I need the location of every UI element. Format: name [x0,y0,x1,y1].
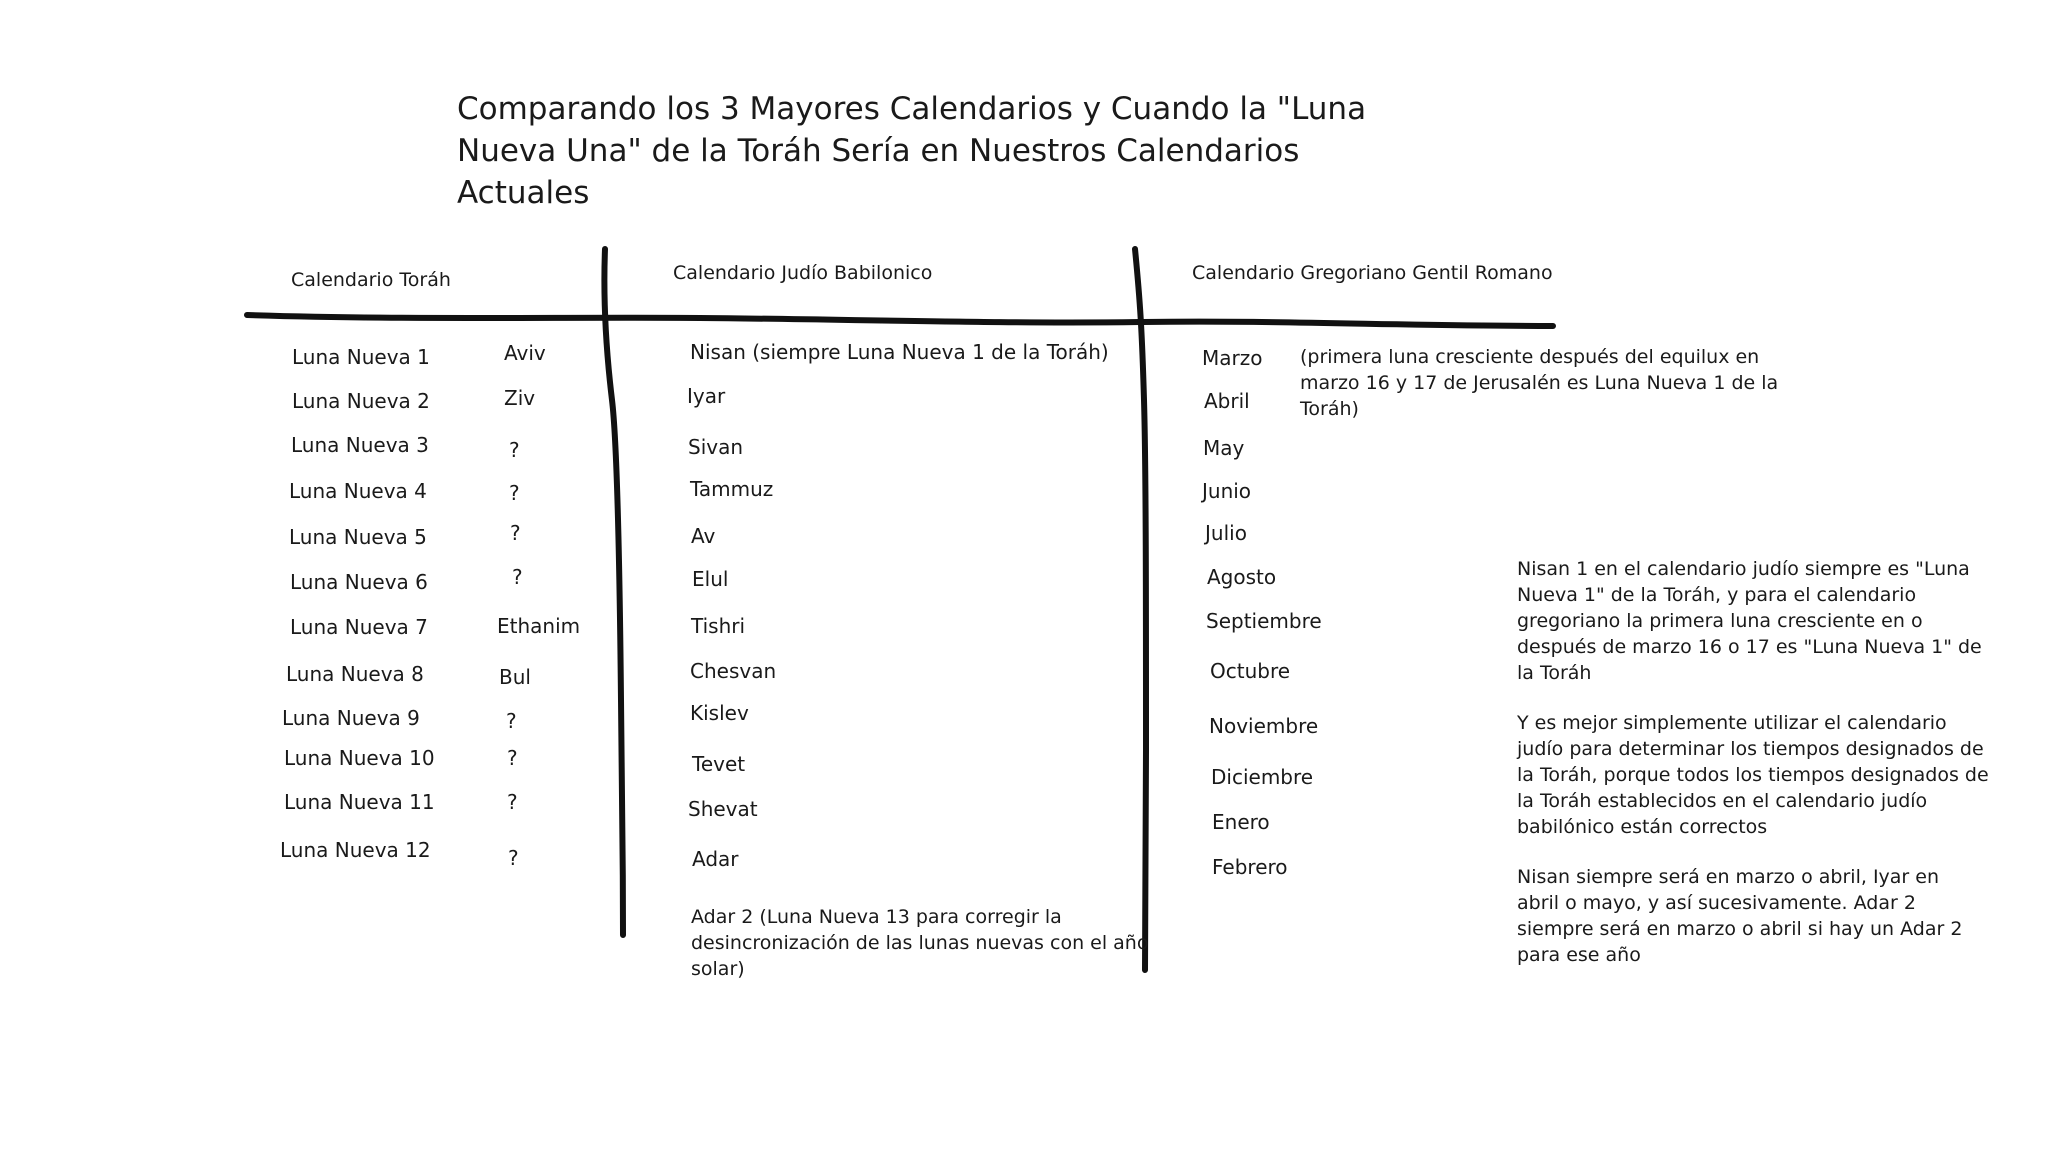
gregoriano-mes-9: Noviembre [1209,714,1319,738]
judio-mes-10: Tevet [692,752,746,776]
judio-mes-6: Elul [692,567,729,591]
header-torah: Calendario Toráh [291,269,451,291]
torah-luna-2: Luna Nueva 2 [292,389,430,413]
nota-1: Nisan 1 en el calendario judío siempre es "Luna Nueva 1" de la Toráh, y para el calendario gregoriano la primera luna cresciente en o después de marzo 16 o 17 es "Luna Nueva 1" de la Toráh [1517,558,1982,684]
gregoriano-mes-11: Enero [1212,810,1270,834]
torah-luna-9: Luna Nueva 9 [282,706,420,730]
torah-nombre-12: ? [508,846,519,870]
gregoriano-mes-8: Octubre [1210,659,1291,683]
torah-nombre-2: Ziv [504,386,536,410]
torah-nombre-8: Bul [499,665,531,689]
header-judio: Calendario Judío Babilonico [673,262,933,284]
gregoriano-nota: (primera luna cresciente después del equilux en marzo 16 y 17 de Jerusalén es Luna Nueva 1 de la Toráh) [1300,346,1779,420]
gregoriano-mes-12: Febrero [1212,855,1288,879]
nota-3: Nisan siempre será en marzo o abril, Iyar en abril o mayo, y así sucesivamente. Adar 2 siempre será en marzo o abril si hay un Adar 2 para ese año [1517,866,1963,966]
judio-mes-12: Adar [692,847,739,871]
judio-mes-2: Iyar [687,384,726,408]
diagram-title: Comparando los 3 Mayores Calendarios y Cuando la "Luna Nueva Una" de la Toráh Sería en Nuestros Calendarios Actuales [457,91,1367,211]
torah-luna-6: Luna Nueva 6 [290,570,428,594]
judio-mes-7: Tishri [691,614,746,638]
judio-mes-5: Av [691,524,716,548]
judio-mes-8: Chesvan [690,659,777,683]
judio-mes-4: Tammuz [690,477,774,501]
judio-mes-1: Nisan (siempre Luna Nueva 1 de la Toráh) [690,340,1109,364]
judio-mes-3: Sivan [688,435,744,459]
gregoriano-mes-5: Julio [1205,521,1247,545]
judio-mes-11: Shevat [688,797,758,821]
gregoriano-mes-6: Agosto [1207,565,1277,589]
header-gregoriano: Calendario Gregoriano Gentil Romano [1192,262,1553,284]
torah-nombre-9: ? [506,709,517,733]
gregoriano-mes-10: Diciembre [1211,765,1314,789]
gregoriano-mes-3: May [1203,436,1245,460]
torah-luna-11: Luna Nueva 11 [284,790,435,814]
torah-luna-8: Luna Nueva 8 [286,662,424,686]
gregoriano-mes-2: Abril [1204,389,1250,413]
torah-luna-4: Luna Nueva 4 [289,479,427,503]
torah-nombre-11: ? [507,790,518,814]
torah-luna-10: Luna Nueva 10 [284,746,435,770]
torah-nombre-3: ? [509,438,520,462]
torah-luna-1: Luna Nueva 1 [292,345,430,369]
torah-nombre-7: Ethanim [497,614,581,638]
column-divider-left [604,249,623,935]
torah-nombre-5: ? [510,521,521,545]
torah-nombre-10: ? [507,746,518,770]
torah-nombre-1: Aviv [504,341,546,365]
torah-nombre-4: ? [509,481,520,505]
judio-mes-9: Kislev [690,701,749,725]
judio-adar-2: Adar 2 (Luna Nueva 13 para corregir la desincronización de las lunas nuevas con el año solar) [691,906,1149,980]
torah-luna-7: Luna Nueva 7 [290,615,428,639]
torah-luna-12: Luna Nueva 12 [280,838,431,862]
header-divider-line [247,315,1553,326]
torah-nombre-6: ? [512,565,523,589]
gregoriano-mes-1: Marzo [1202,346,1263,370]
nota-2: Y es mejor simplemente utilizar el calendario judío para determinar los tiempos designados de la Toráh, porque todos los tiempos designados de la Toráh establecidos en el calendario judío babilónico están correctos [1517,712,1989,838]
gregoriano-mes-4: Junio [1202,479,1252,503]
torah-luna-3: Luna Nueva 3 [291,433,429,457]
gregoriano-mes-7: Septiembre [1206,609,1322,633]
torah-luna-5: Luna Nueva 5 [289,525,427,549]
column-divider-right [1135,249,1146,970]
